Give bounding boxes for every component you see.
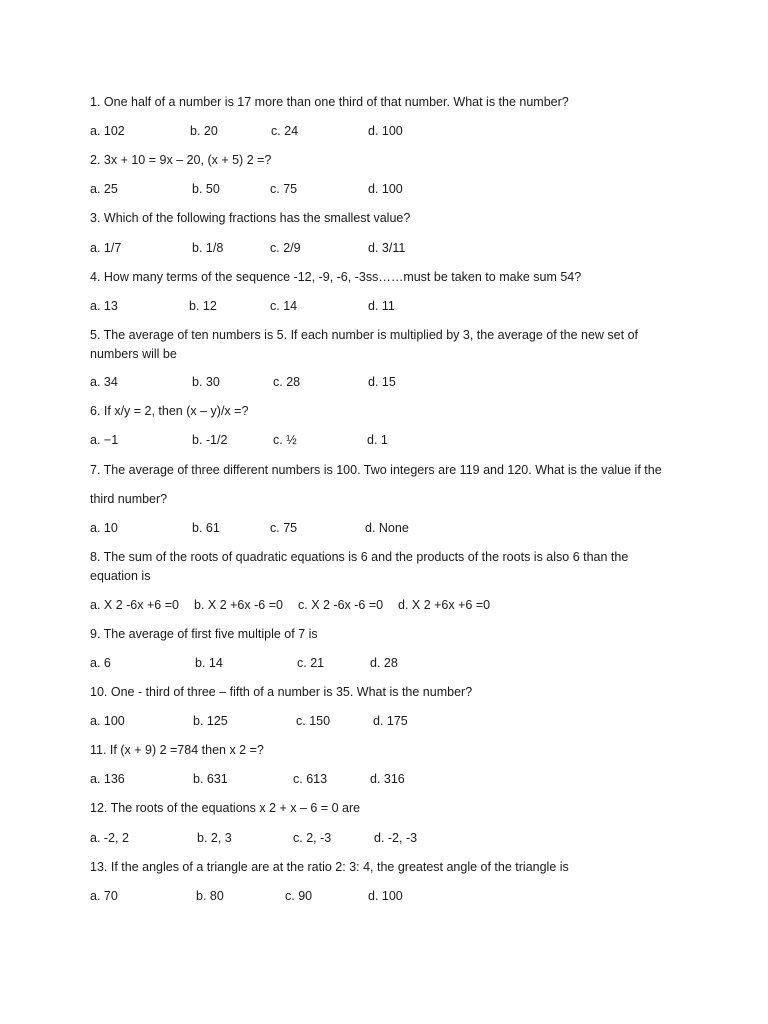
question-6-option-a: a. −1 [90, 433, 119, 447]
question-11-option-a: a. 136 [90, 772, 125, 786]
question-9-option-a: a. 6 [90, 656, 111, 670]
question-10-option-d: d. 175 [373, 714, 408, 728]
question-3-option-c: c. 2/9 [270, 241, 301, 255]
question-5-option-b: b. 30 [192, 375, 220, 389]
question-12-option-c: c. 2, -3 [293, 831, 332, 845]
question-11-option-b: b. 631 [193, 772, 228, 786]
question-5-option-d: d. 15 [368, 375, 396, 389]
question-13-text: 13. If the angles of a triangle are at the ratio 2: 3: 4, the greatest angle of the triangle is [90, 860, 569, 874]
question-1-option-a: a. 102 [90, 124, 125, 138]
question-2-option-d: d. 100 [368, 182, 403, 196]
question-11-text: 11. If (x + 9) 2 =784 then x 2 =? [90, 743, 264, 757]
question-1-option-d: d. 100 [368, 124, 403, 138]
question-11-option-d: d. 316 [370, 772, 405, 786]
question-13-option-d: d. 100 [368, 889, 403, 903]
question-4-option-b: b. 12 [189, 299, 217, 313]
question-5-option-a: a. 34 [90, 375, 118, 389]
question-1-option-c: c. 24 [271, 124, 299, 138]
question-3-text: 3. Which of the following fractions has the smallest value? [90, 211, 411, 225]
question-6-option-b: b. -1/2 [192, 433, 228, 447]
question-5-text-line-2: numbers will be [90, 347, 177, 361]
question-12-option-b: b. 2, 3 [197, 831, 232, 845]
question-3-option-b: b. 1/8 [192, 241, 224, 255]
question-3-option-d: d. 3/11 [368, 241, 406, 255]
question-6-text: 6. If x/y = 2, then (x – y)/x =? [90, 404, 249, 418]
question-3-option-a: a. 1/7 [90, 241, 122, 255]
question-9-option-b: b. 14 [195, 656, 223, 670]
question-13-option-b: b. 80 [196, 889, 224, 903]
question-7-option-a: a. 10 [90, 521, 118, 535]
question-13-option-c: c. 90 [285, 889, 313, 903]
question-12-option-d: d. -2, -3 [374, 831, 418, 845]
question-5-option-c: c. 28 [273, 375, 301, 389]
question-7-option-c: c. 75 [270, 521, 298, 535]
question-5-text-line-1: 5. The average of ten numbers is 5. If each number is multiplied by 3, the average of the new set of [90, 328, 638, 342]
question-8-option-b: b. X 2 +6x -6 =0 [194, 598, 283, 612]
question-4-option-a: a. 13 [90, 299, 118, 313]
question-7-option-d: d. None [365, 521, 409, 535]
question-2-option-b: b. 50 [192, 182, 220, 196]
question-7-text-line-1: 7. The average of three different numbers is 100. Two integers are 119 and 120. What is the value if the [90, 463, 662, 477]
question-10-option-c: c. 150 [296, 714, 331, 728]
question-8-option-d: d. X 2 +6x +6 =0 [398, 598, 491, 612]
question-10-text: 10. One - third of three – fifth of a number is 35. What is the number? [90, 685, 473, 699]
question-8-option-c: c. X 2 -6x -6 =0 [298, 598, 384, 612]
question-4-text: 4. How many terms of the sequence -12, -9, -6, -3ss……must be taken to make sum 54? [90, 270, 582, 284]
question-12-text: 12. The roots of the equations x 2 + x – 6 = 0 are [90, 801, 361, 815]
question-4-option-c: c. 14 [270, 299, 298, 313]
question-9-text: 9. The average of first five multiple of 7 is [90, 627, 318, 641]
question-7-text-line-2: third number? [90, 492, 168, 506]
question-12-option-a: a. -2, 2 [90, 831, 129, 845]
question-8-text-line-2: equation is [90, 569, 151, 583]
question-2-option-a: a. 25 [90, 182, 118, 196]
question-13-option-a: a. 70 [90, 889, 118, 903]
question-10-option-b: b. 125 [193, 714, 228, 728]
question-6-option-d: d. 1 [367, 433, 388, 447]
question-8-option-a: a. X 2 -6x +6 =0 [90, 598, 179, 612]
question-8-text-line-1: 8. The sum of the roots of quadratic equations is 6 and the products of the roots is also 6 than the [90, 550, 629, 564]
question-1-option-b: b. 20 [190, 124, 218, 138]
question-2-text: 2. 3x + 10 = 9x – 20, (x + 5) 2 =? [90, 153, 272, 167]
question-11-option-c: c. 613 [293, 772, 328, 786]
question-6-option-c: c. ½ [273, 433, 297, 447]
question-9-option-d: d. 28 [370, 656, 398, 670]
question-7-option-b: b. 61 [192, 521, 220, 535]
question-10-option-a: a. 100 [90, 714, 125, 728]
question-2-option-c: c. 75 [270, 182, 298, 196]
question-4-option-d: d. 11 [368, 299, 395, 313]
question-9-option-c: c. 21 [297, 656, 325, 670]
question-1-text: 1. One half of a number is 17 more than one third of that number. What is the number? [90, 95, 569, 109]
